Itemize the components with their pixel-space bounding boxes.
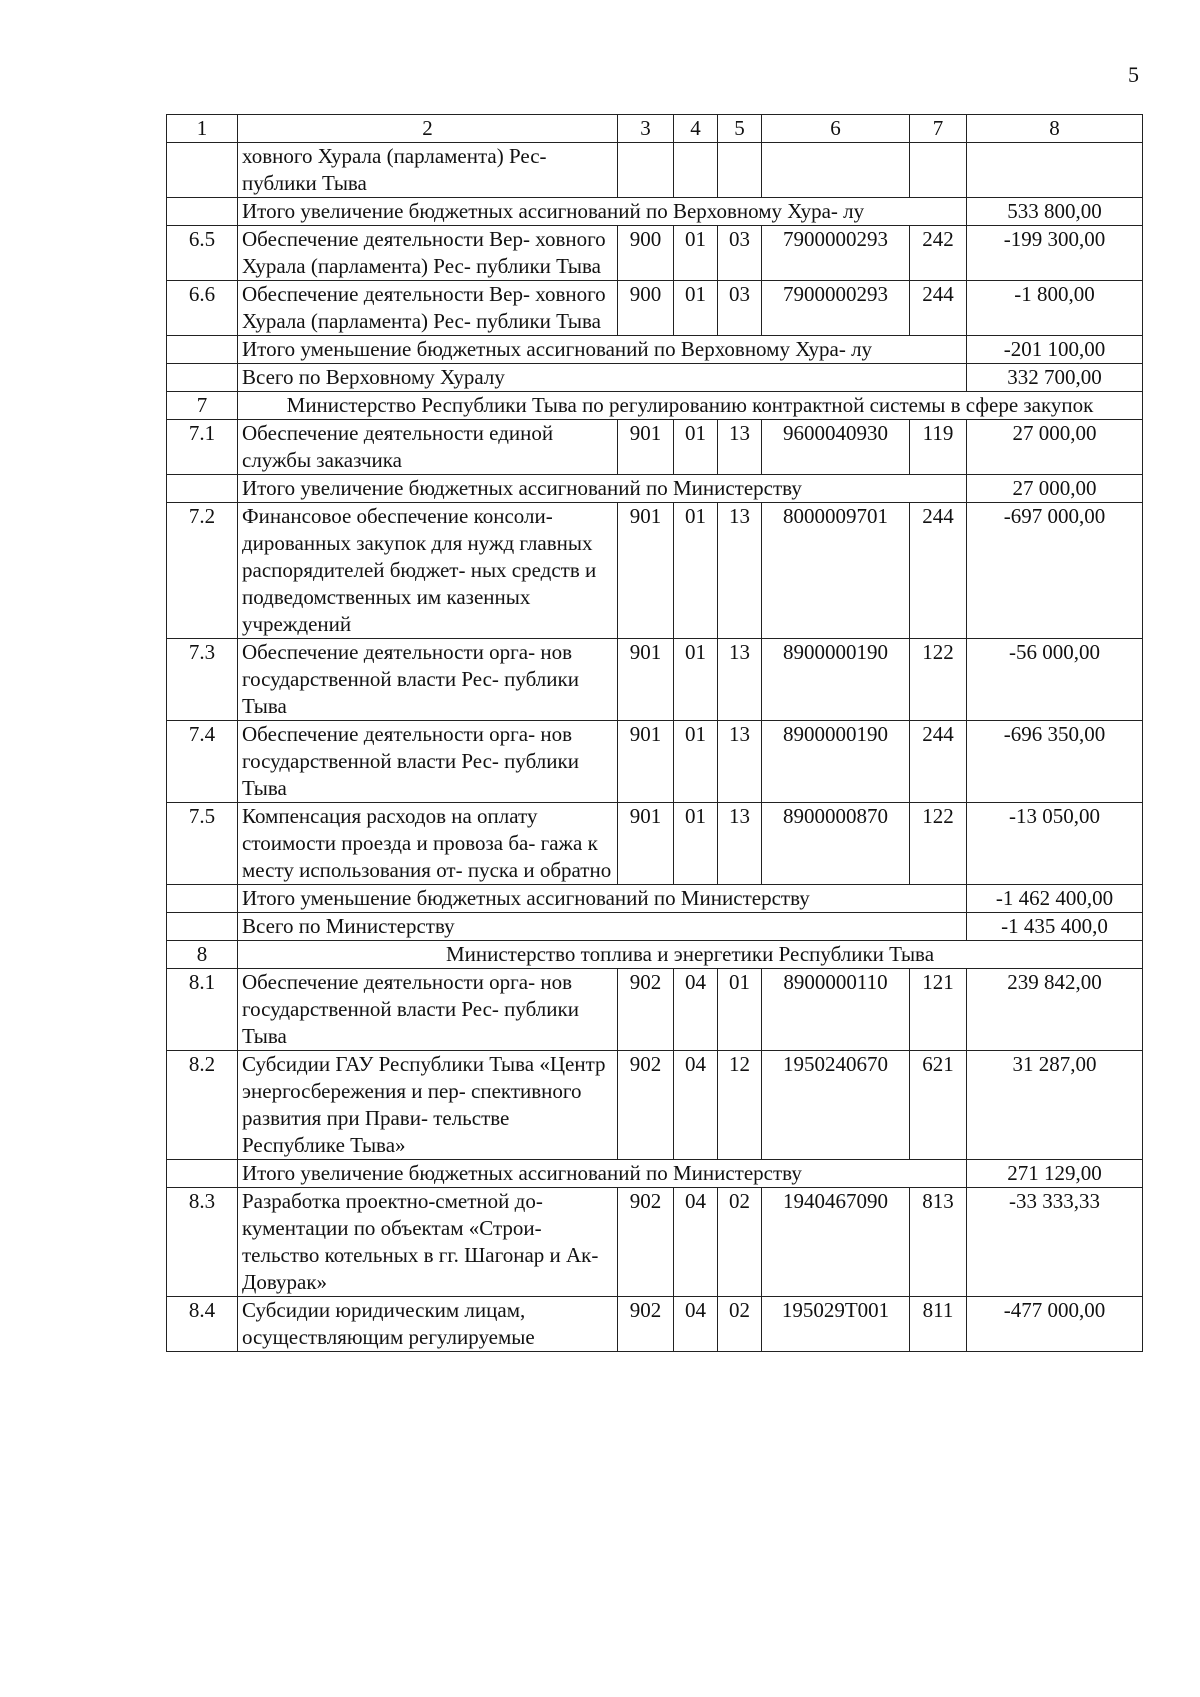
total-row xyxy=(167,198,1143,226)
expense-type-code: 122 xyxy=(910,639,967,721)
amount: -1 800,00 xyxy=(967,281,1143,336)
expense-name: Обеспечение деятельности Вер- ховного Хурала (парламента) Рес- публики Тыва xyxy=(238,226,618,281)
page-number: 5 xyxy=(1128,62,1139,87)
item-row xyxy=(167,281,1143,336)
total-label: Итого увеличение бюджетных ассигнований по Министерству xyxy=(238,1160,967,1188)
section-title: Министерство топлива и энергетики Республики Тыва xyxy=(238,941,1143,969)
expense-type-code: 621 xyxy=(910,1051,967,1160)
amount: 27 000,00 xyxy=(967,420,1143,475)
item-row xyxy=(167,969,1143,1051)
section-row xyxy=(167,941,1143,969)
ministry-code: 900 xyxy=(618,226,674,281)
expense-type-code xyxy=(910,143,967,198)
row-number: 6.6 xyxy=(167,281,238,336)
expense-name: Обеспечение деятельности единой службы заказчика xyxy=(238,420,618,475)
total-label: Всего по Министерству xyxy=(238,913,967,941)
target-article-code: 7900000293 xyxy=(762,226,910,281)
item-row xyxy=(167,1188,1143,1297)
section-code: 01 xyxy=(674,803,718,885)
header-cell: 7 xyxy=(910,115,967,143)
total-amount: 271 129,00 xyxy=(967,1160,1143,1188)
subsection-code: 02 xyxy=(718,1297,762,1352)
item-row xyxy=(167,143,1143,198)
row-number: 6.5 xyxy=(167,226,238,281)
subsection-code: 02 xyxy=(718,1188,762,1297)
target-article-code: 8900000870 xyxy=(762,803,910,885)
subsection-code: 03 xyxy=(718,226,762,281)
item-row xyxy=(167,721,1143,803)
expense-name: Финансовое обеспечение консоли- дированных закупок для нужд главных распорядителей бюджет- ных средств и подведомственных им казенных учреждений xyxy=(238,503,618,639)
ministry-code: 901 xyxy=(618,639,674,721)
ministry-code: 902 xyxy=(618,969,674,1051)
total-label: Итого увеличение бюджетных ассигнований по Верховному Хура- лу xyxy=(238,198,967,226)
subsection-code: 13 xyxy=(718,721,762,803)
item-row xyxy=(167,1051,1143,1160)
section-number: 7 xyxy=(167,392,238,420)
amount: -477 000,00 xyxy=(967,1297,1143,1352)
row-number: 8.1 xyxy=(167,969,238,1051)
empty-cell xyxy=(167,364,238,392)
subsection-code: 03 xyxy=(718,281,762,336)
row-number xyxy=(167,143,238,198)
row-number: 7.1 xyxy=(167,420,238,475)
section-code: 01 xyxy=(674,226,718,281)
total-label: Итого уменьшение бюджетных ассигнований по Верховному Хура- лу xyxy=(238,336,967,364)
total-amount: 27 000,00 xyxy=(967,475,1143,503)
item-row xyxy=(167,1297,1143,1352)
amount xyxy=(967,143,1143,198)
section-title: Министерство Республики Тыва по регулированию контрактной системы в сфере закупок xyxy=(238,392,1143,420)
row-number: 8.2 xyxy=(167,1051,238,1160)
expense-name: Обеспечение деятельности орга- нов государственной власти Рес- публики Тыва xyxy=(238,969,618,1051)
expense-type-code: 119 xyxy=(910,420,967,475)
header-row xyxy=(167,115,1143,143)
item-row xyxy=(167,503,1143,639)
amount: -13 050,00 xyxy=(967,803,1143,885)
expense-name: Обеспечение деятельности орга- нов государственной власти Рес- публики Тыва xyxy=(238,721,618,803)
ministry-code: 901 xyxy=(618,503,674,639)
empty-cell xyxy=(167,1160,238,1188)
total-amount: -201 100,00 xyxy=(967,336,1143,364)
expense-type-code: 244 xyxy=(910,721,967,803)
ministry-code: 902 xyxy=(618,1188,674,1297)
expense-type-code: 242 xyxy=(910,226,967,281)
amount: -199 300,00 xyxy=(967,226,1143,281)
amount: -697 000,00 xyxy=(967,503,1143,639)
item-row xyxy=(167,226,1143,281)
header-cell: 8 xyxy=(967,115,1143,143)
amount: 31 287,00 xyxy=(967,1051,1143,1160)
header-cell: 4 xyxy=(674,115,718,143)
total-label: Итого увеличение бюджетных ассигнований по Министерству xyxy=(238,475,967,503)
section-code: 01 xyxy=(674,503,718,639)
target-article-code: 8000009701 xyxy=(762,503,910,639)
row-number: 7.5 xyxy=(167,803,238,885)
expense-name: Разработка проектно-сметной до- кументации по объектам «Строи- тельство котельных в гг. Шагонар и Ак-Довурак» xyxy=(238,1188,618,1297)
total-label: Итого уменьшение бюджетных ассигнований по Министерству xyxy=(238,885,967,913)
amount: 239 842,00 xyxy=(967,969,1143,1051)
row-number: 8.4 xyxy=(167,1297,238,1352)
empty-cell xyxy=(167,336,238,364)
empty-cell xyxy=(167,885,238,913)
total-row xyxy=(167,1160,1143,1188)
total-row xyxy=(167,364,1143,392)
ministry-code: 902 xyxy=(618,1297,674,1352)
section-code: 01 xyxy=(674,721,718,803)
target-article-code: 7900000293 xyxy=(762,281,910,336)
budget-table xyxy=(166,114,1143,1352)
empty-cell xyxy=(167,475,238,503)
target-article-code: 8900000190 xyxy=(762,721,910,803)
target-article-code: 9600040930 xyxy=(762,420,910,475)
ministry-code: 900 xyxy=(618,281,674,336)
section-code: 01 xyxy=(674,420,718,475)
subsection-code: 01 xyxy=(718,969,762,1051)
item-row xyxy=(167,803,1143,885)
row-number: 7.3 xyxy=(167,639,238,721)
expense-type-code: 244 xyxy=(910,503,967,639)
expense-name: Обеспечение деятельности орга- нов государственной власти Рес- публики Тыва xyxy=(238,639,618,721)
total-amount: 533 800,00 xyxy=(967,198,1143,226)
target-article-code: 1940467090 xyxy=(762,1188,910,1297)
expense-name: ховного Хурала (парламента) Рес- публики Тыва xyxy=(238,143,618,198)
section-code xyxy=(674,143,718,198)
ministry-code: 901 xyxy=(618,803,674,885)
total-row xyxy=(167,913,1143,941)
row-number: 7.4 xyxy=(167,721,238,803)
ministry-code: 901 xyxy=(618,420,674,475)
empty-cell xyxy=(167,913,238,941)
item-row xyxy=(167,639,1143,721)
expense-name: Субсидии ГАУ Республики Тыва «Центр энергосбережения и пер- спективного развития при Прави- тельстве Республике Тыва» xyxy=(238,1051,618,1160)
section-code: 04 xyxy=(674,1297,718,1352)
header-cell: 3 xyxy=(618,115,674,143)
total-amount: -1 462 400,00 xyxy=(967,885,1143,913)
item-row xyxy=(167,420,1143,475)
total-label: Всего по Верховному Хуралу xyxy=(238,364,967,392)
expense-name: Компенсация расходов на оплату стоимости проезда и провоза ба- гажа к месту использования от- пуска и обратно xyxy=(238,803,618,885)
target-article-code: 1950240670 xyxy=(762,1051,910,1160)
target-article-code: 8900000110 xyxy=(762,969,910,1051)
total-amount: -1 435 400,0 xyxy=(967,913,1143,941)
section-code: 04 xyxy=(674,1188,718,1297)
total-row xyxy=(167,336,1143,364)
expense-type-code: 813 xyxy=(910,1188,967,1297)
section-code: 01 xyxy=(674,639,718,721)
amount: -696 350,00 xyxy=(967,721,1143,803)
subsection-code: 13 xyxy=(718,639,762,721)
subsection-code: 13 xyxy=(718,420,762,475)
ministry-code: 902 xyxy=(618,1051,674,1160)
total-row xyxy=(167,475,1143,503)
section-row xyxy=(167,392,1143,420)
section-code: 04 xyxy=(674,969,718,1051)
expense-type-code: 122 xyxy=(910,803,967,885)
header-cell: 6 xyxy=(762,115,910,143)
header-cell: 1 xyxy=(167,115,238,143)
ministry-code: 901 xyxy=(618,721,674,803)
target-article-code: 8900000190 xyxy=(762,639,910,721)
expense-name: Субсидии юридическим лицам, осуществляющим регулируемые xyxy=(238,1297,618,1352)
expense-name: Обеспечение деятельности Вер- ховного Хурала (парламента) Рес- публики Тыва xyxy=(238,281,618,336)
section-code: 04 xyxy=(674,1051,718,1160)
expense-type-code: 244 xyxy=(910,281,967,336)
expense-type-code: 811 xyxy=(910,1297,967,1352)
header-cell: 5 xyxy=(718,115,762,143)
subsection-code xyxy=(718,143,762,198)
target-article-code: 195029Т001 xyxy=(762,1297,910,1352)
section-number: 8 xyxy=(167,941,238,969)
empty-cell xyxy=(167,198,238,226)
row-number: 8.3 xyxy=(167,1188,238,1297)
subsection-code: 13 xyxy=(718,803,762,885)
subsection-code: 13 xyxy=(718,503,762,639)
header-cell: 2 xyxy=(238,115,618,143)
amount: -56 000,00 xyxy=(967,639,1143,721)
row-number: 7.2 xyxy=(167,503,238,639)
subsection-code: 12 xyxy=(718,1051,762,1160)
expense-type-code: 121 xyxy=(910,969,967,1051)
section-code: 01 xyxy=(674,281,718,336)
target-article-code xyxy=(762,143,910,198)
total-amount: 332 700,00 xyxy=(967,364,1143,392)
ministry-code xyxy=(618,143,674,198)
amount: -33 333,33 xyxy=(967,1188,1143,1297)
total-row xyxy=(167,885,1143,913)
